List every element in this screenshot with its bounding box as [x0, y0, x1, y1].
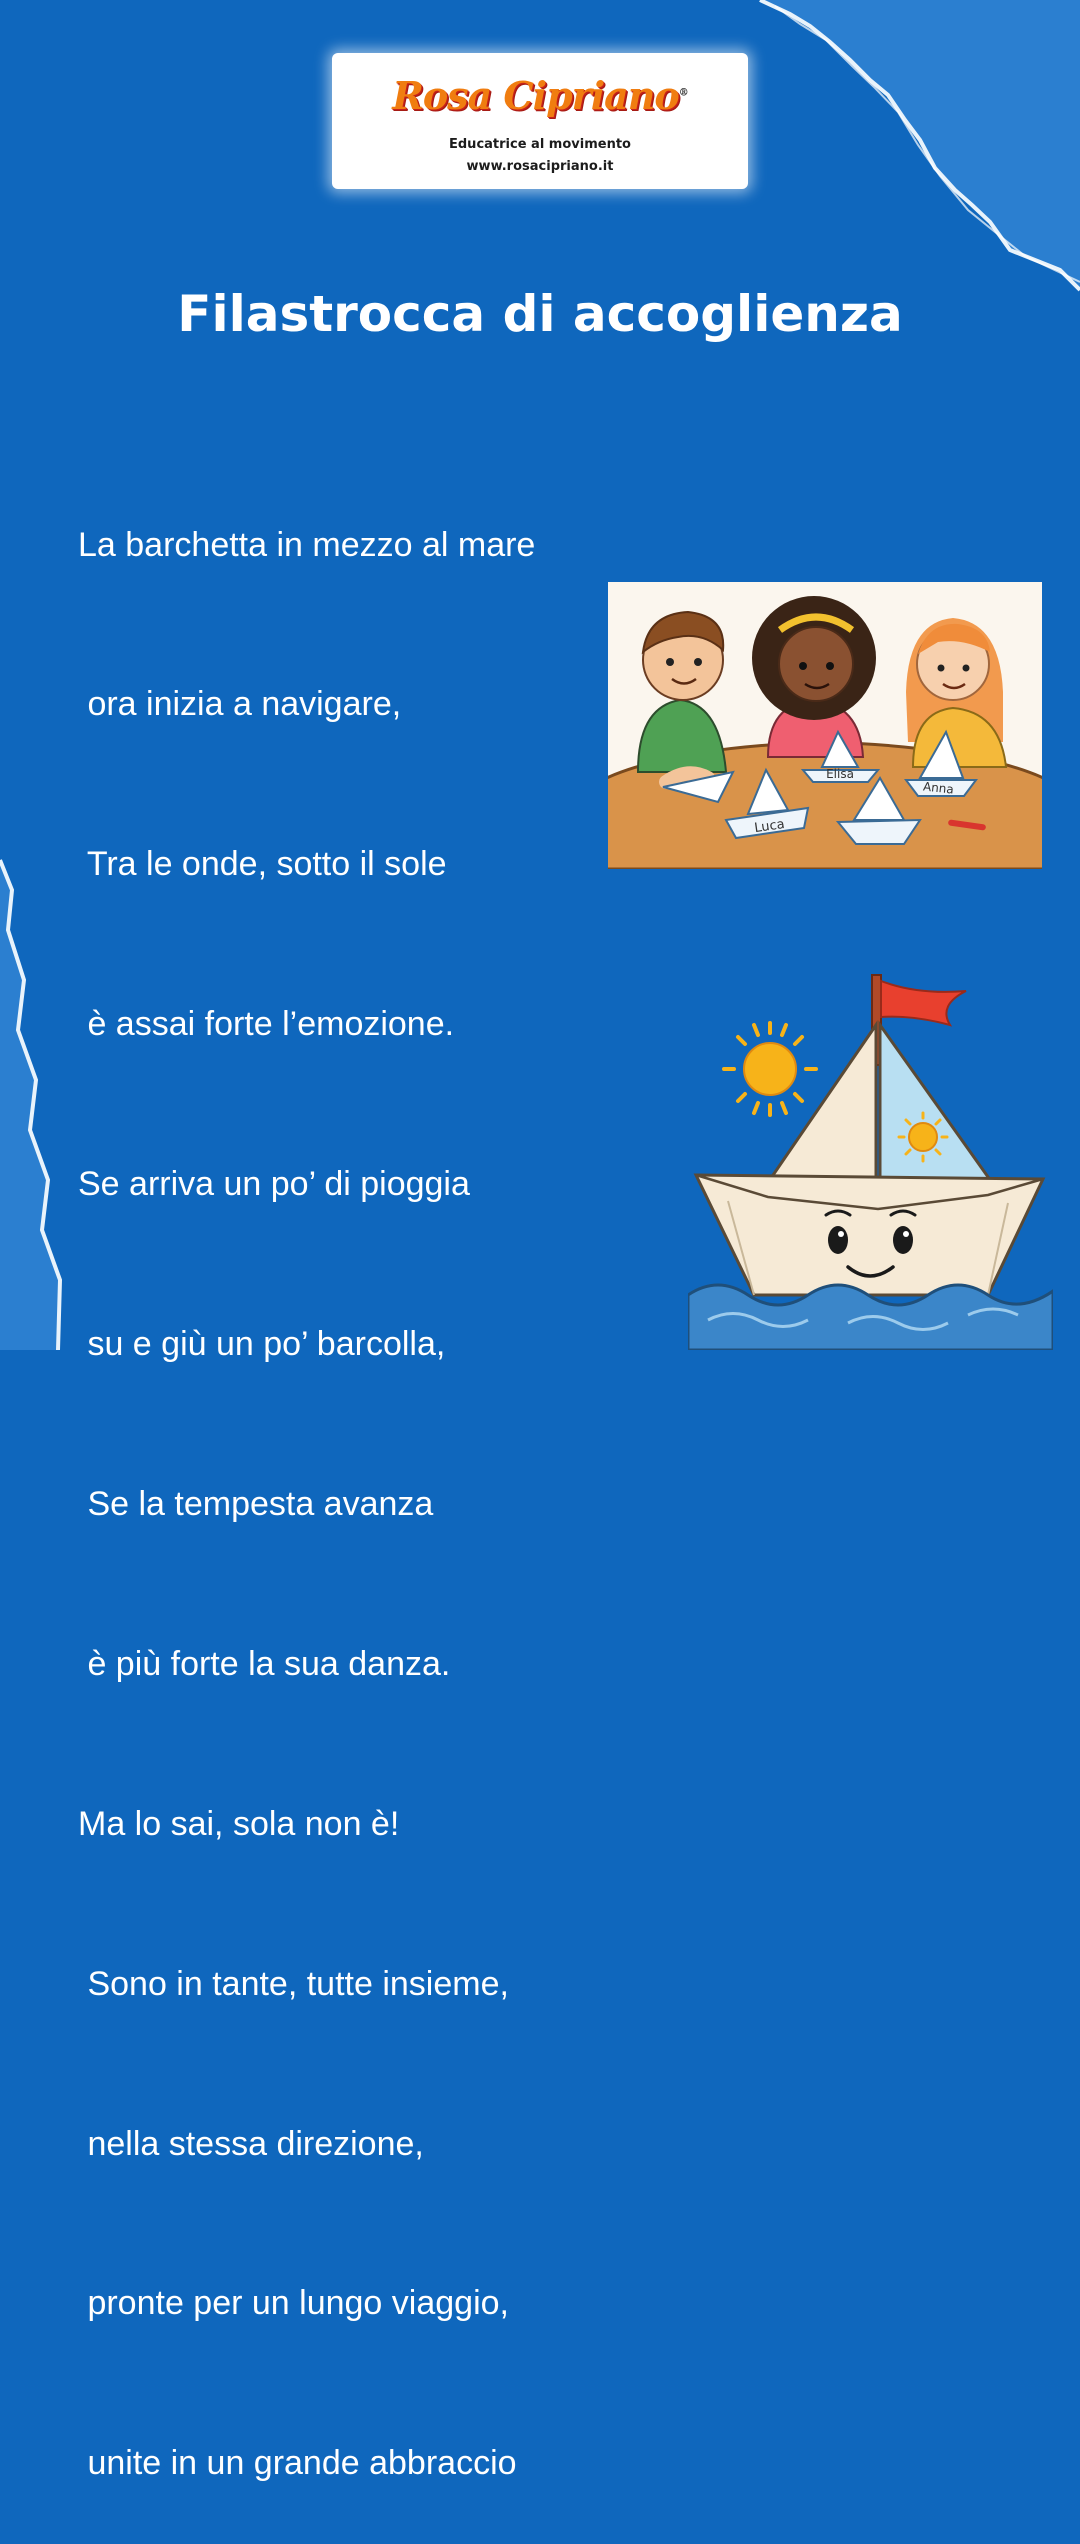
brand-website[interactable]: www.rosacipriano.it	[466, 159, 614, 174]
brand-tagline: Educatrice al movimento	[449, 137, 631, 152]
brand-name: Rosa Cipriano	[392, 73, 679, 118]
poem-line: Se arriva un po’ di pioggia	[78, 1165, 470, 1204]
girl-figure-curly	[752, 596, 876, 757]
registered-mark: ®	[678, 87, 688, 99]
poem-line: La barchetta in mezzo al mare	[78, 525, 536, 564]
poem-line: pronte per un lungo viaggio,	[78, 2284, 509, 2323]
poem-line: Sono in tante, tutte insieme,	[78, 1964, 509, 2003]
boat-name-label: Luca	[753, 816, 786, 837]
poem-line: unite in un grande abbraccio	[78, 2444, 517, 2483]
poem-line: Se la tempesta avanza	[78, 1484, 434, 1523]
poem-line: su e giù un po’ barcolla,	[78, 1325, 446, 1364]
poem-line: è più forte la sua danza.	[78, 1644, 451, 1683]
poem-text	[78, 412, 638, 2544]
page-title: Filastrocca di accoglienza	[177, 285, 903, 343]
children-folding-boats-illustration	[608, 582, 1042, 869]
children-scene-drawing	[608, 582, 1042, 869]
sun-icon	[724, 1023, 816, 1115]
boat-name-label: Elisa	[826, 767, 854, 781]
boat-name-label: Anna	[922, 779, 955, 797]
poem-line: nella stessa direzione,	[78, 2124, 424, 2163]
brand-logo	[332, 73, 748, 118]
poem-line: ora inizia a navigare,	[78, 685, 402, 724]
poem-line: Tra le onde, sotto il sole	[78, 845, 447, 884]
poem-line: Ma lo sai, sola non è!	[78, 1804, 400, 1843]
smiling-paper-boat-illustration	[688, 965, 1053, 1350]
poem-line: è assai forte l’emozione.	[78, 1005, 455, 1044]
brand-logo-card	[332, 53, 748, 189]
